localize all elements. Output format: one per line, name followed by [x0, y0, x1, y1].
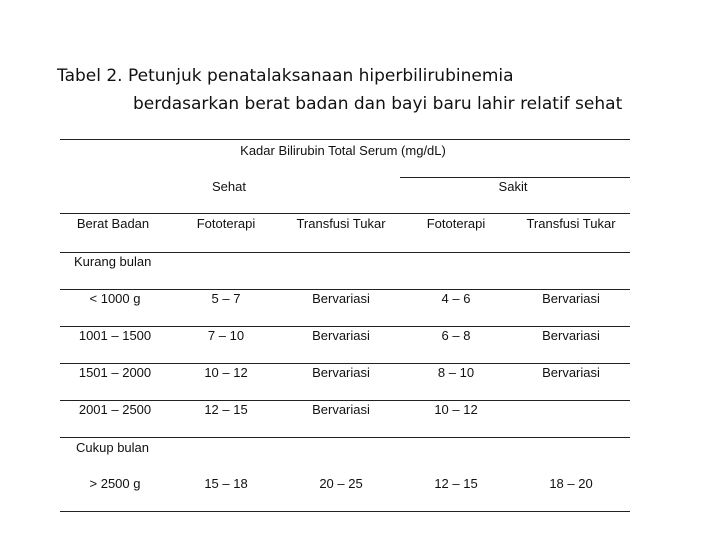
table-cell: Bervariasi	[542, 328, 600, 343]
col-header-transfusi-sehat: Transfusi Tukar	[296, 216, 386, 231]
table-cell: 12 – 15	[204, 402, 248, 417]
rule-row-1	[60, 289, 630, 290]
table-cell: < 1000 g	[89, 291, 141, 306]
table-cell: 12 – 15	[434, 476, 478, 491]
rule-row-3	[60, 363, 630, 364]
table-cell: 6 – 8	[441, 328, 471, 343]
table-cell: Bervariasi	[312, 328, 370, 343]
table-cell: 8 – 10	[437, 365, 475, 380]
table-cell: 18 – 20	[549, 476, 593, 491]
table-cell: Bervariasi	[542, 291, 600, 306]
rule-sakit	[400, 177, 630, 178]
col-header-transfusi-sakit: Transfusi Tukar	[526, 216, 616, 231]
rule-row-5	[60, 437, 630, 438]
table-cell: > 2500 g	[89, 476, 141, 491]
col-header-berat-badan: Berat Badan	[76, 216, 150, 231]
section-label-kurang-bulan: Kurang bulan	[74, 254, 152, 269]
rule-header	[60, 213, 630, 214]
table-cell: Bervariasi	[312, 402, 370, 417]
table-cell: 10 – 12	[204, 365, 248, 380]
col-header-fototerapi-sehat: Fototerapi	[196, 216, 256, 231]
rule-row-2	[60, 326, 630, 327]
table-cell: 4 – 6	[441, 291, 471, 306]
table-cell: Bervariasi	[312, 365, 370, 380]
rule-top	[60, 139, 630, 140]
table-cell: Bervariasi	[542, 365, 600, 380]
table-cell: Bervariasi	[312, 291, 370, 306]
table-cell: 7 – 10	[207, 328, 245, 343]
caption-line-2: berdasarkan berat badan dan bayi baru lahir relatif sehat	[133, 94, 623, 114]
table-cell: 15 – 18	[204, 476, 248, 491]
group-header-sehat: Sehat	[212, 179, 246, 194]
group-header-sakit: Sakit	[498, 179, 528, 194]
section-label-cukup-bulan: Cukup bulan	[76, 440, 149, 455]
table-cell: 20 – 25	[319, 476, 363, 491]
col-header-fototerapi-sakit: Fototerapi	[426, 216, 486, 231]
table-cell: 1001 – 1500	[78, 328, 152, 343]
caption-line-1: Tabel 2. Petunjuk penatalaksanaan hiperbilirubinemia	[57, 66, 514, 86]
table-cell: 5 – 7	[211, 291, 241, 306]
table-caption	[57, 62, 622, 118]
table-cell: 2001 – 2500	[78, 402, 152, 417]
main-header: Kadar Bilirubin Total Serum (mg/dL)	[240, 143, 446, 158]
rule-col-header	[60, 252, 630, 253]
rule-row-4	[60, 400, 630, 401]
table-cell: 10 – 12	[434, 402, 478, 417]
table-cell: 1501 – 2000	[78, 365, 152, 380]
rule-bottom	[60, 511, 630, 512]
